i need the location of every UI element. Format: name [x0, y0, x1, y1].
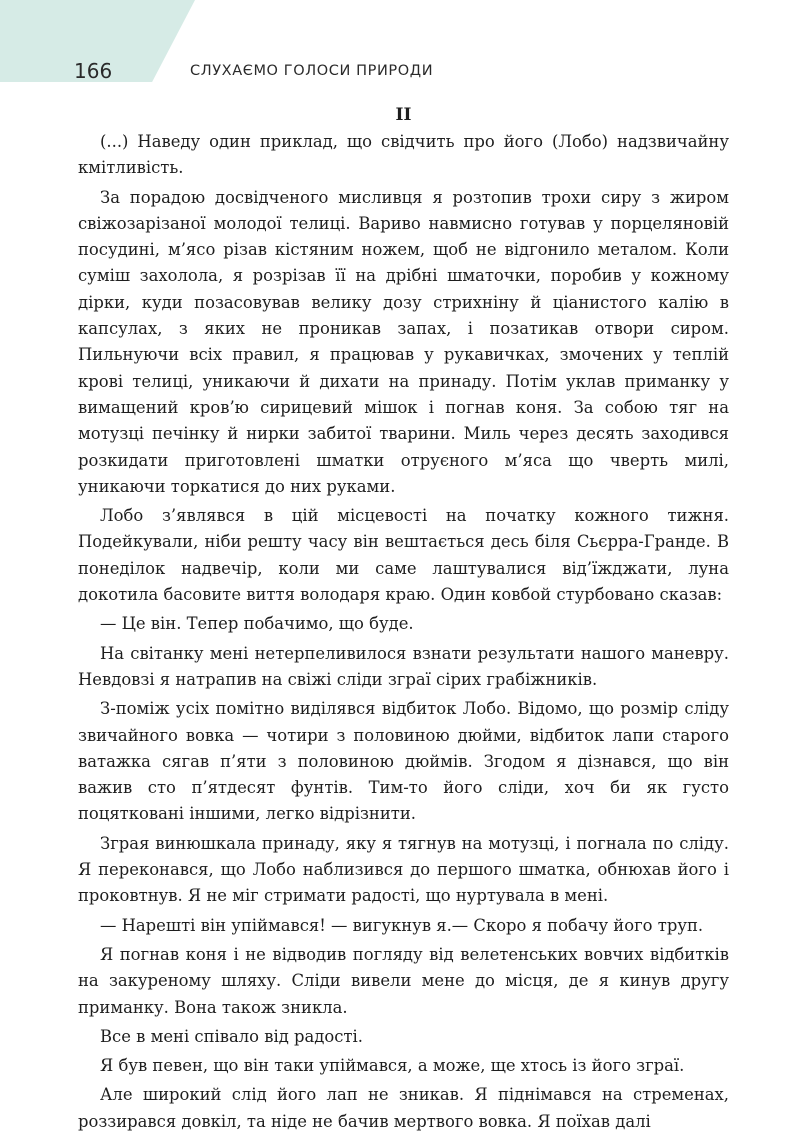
- running-head: СЛУХАЄМО ГОЛОСИ ПРИРОДИ: [190, 63, 434, 79]
- paragraph: З-поміж усіх помітно виділявся відбиток Лобо. Відомо, що розмір сліду звичайного вовка — чотири з половиною дюйми, відбиток лапи старого ватажка сягав п’яти з половиною дюймів. Згодом я дізнався, що він важив сто п’ятдесят фунтів. Тим-то його сліди, хоч би як густо поцятковані іншими, легко відрізнити.: [78, 699, 729, 824]
- paragraph: Лобо з’являвся в цій місцевості на початку кожного тижня. Подейкували, ніби решту часу він вештається десь біля Сьєрра-Гранде. В понеділок надвечір, коли ми саме лаштувалися від’їжджати, луна докотила басовите виття володаря краю. Один ковбой стурбовано сказав:: [78, 506, 729, 605]
- paragraph: Я був певен, що він таки упіймався, а може, ще хтось із його зграї.: [100, 1056, 685, 1076]
- paragraph: — Це він. Тепер побачимо, що буде.: [100, 614, 414, 634]
- page-number: 166: [74, 59, 113, 83]
- paragraph: — Нарешті він упіймався! — вигукнув я.— Скоро я побачу його труп.: [100, 915, 704, 935]
- paragraph: Зграя винюшкала принаду, яку я тягнув на мотузці, і погнала по сліду. Я переконався, що Лобо наблизився до першого шматка, обнюхав його і проковтнув. Я не міг стримати радості, що нуртувала в мені.: [78, 833, 729, 906]
- section-heading: II: [395, 105, 412, 125]
- paragraph: (...) Наведу один приклад, що свідчить про його (Лобо) надзвичайну кмітливість.: [78, 132, 729, 178]
- page-content: [78, 103, 729, 1135]
- paragraph: Я погнав коня і не відводив погляду від велетенських вовчих відбитків на закуреному шляху. Сліди вивели мене до місця, де я кинув другу приманку. Вона також зникла.: [78, 944, 729, 1017]
- paragraph: Все в мені співало від радості.: [100, 1026, 363, 1046]
- paragraph: На світанку мені нетерпеливилося взнати результати нашого маневру. Невдовзі я натрапив на свіжі сліди зграї сірих грабіжників.: [78, 643, 729, 689]
- paragraph: Але широкий слід його лап не зникав. Я піднімався на стременах, роззирався довкіл, та ніде не бачив мертвого вовка. Я поїхав далі: [78, 1085, 729, 1131]
- paragraph: За порадою досвідченого мисливця я розтопив трохи сиру з жиром свіжозарізаної молодої телиці. Вариво навмисно готував у порцеляновій посудині, м’ясо різав кістяним ножем, щоб не відгонило металом. Коли суміш захолола, я розрізав її на дрібні шматочки, поробив у кожному дірки, куди позасовував велику дозу стрихніну й ціанистого калію в капсулах, з яких не проникав запах, і позатикав отвори сиром. Пильнуючи всіх правил, я працював у рукавичках, змочених у теплій крові телиці, уникаючи й дихати на принаду. Потім уклав приманку у вимащений кров’ю сирицевий мішок і погнав коня. За собою тяг на мотузці печінку й нирки забитої тварини. Миль через десять заходився розкидати приготовлені шматки отруєного м’яса що чверть милі, уникаючи торкатися до них руками.: [78, 187, 729, 496]
